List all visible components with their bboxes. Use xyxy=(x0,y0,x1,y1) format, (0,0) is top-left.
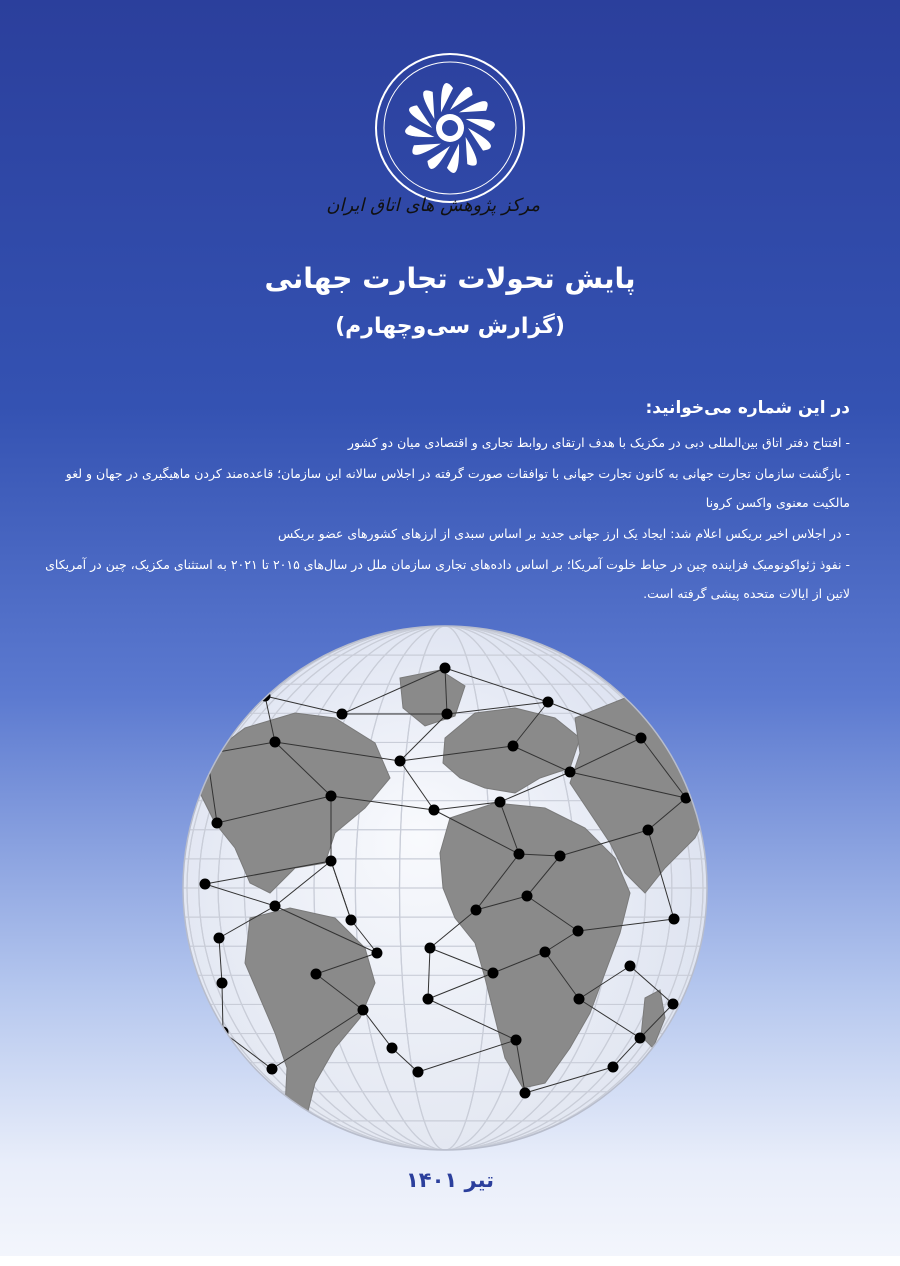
network-node xyxy=(423,994,434,1005)
network-node xyxy=(413,1067,424,1078)
network-node xyxy=(520,1088,531,1099)
logo-petal xyxy=(409,105,432,128)
network-node xyxy=(270,737,281,748)
network-node xyxy=(511,1035,522,1046)
network-node xyxy=(514,849,525,860)
logo-petal xyxy=(423,90,434,119)
logo-petal xyxy=(450,87,473,110)
contents-list xyxy=(44,428,850,608)
publication-date: تیر ۱۴۰۱ xyxy=(405,1168,495,1192)
network-node xyxy=(442,709,453,720)
network-node xyxy=(270,901,281,912)
network-node xyxy=(668,999,679,1010)
network-node xyxy=(395,756,406,767)
network-node xyxy=(337,709,348,720)
network-node xyxy=(214,933,225,944)
logo-petal xyxy=(466,137,477,166)
network-node xyxy=(440,663,451,674)
network-node xyxy=(326,791,337,802)
network-node xyxy=(643,825,654,836)
network-node xyxy=(202,749,213,760)
report-title: پایش تحولات تجارت جهانی xyxy=(264,262,636,295)
network-node xyxy=(573,926,584,937)
footer-strip xyxy=(0,1256,900,1266)
network-node xyxy=(540,947,551,958)
network-node xyxy=(508,741,519,752)
network-node xyxy=(425,943,436,954)
network-node xyxy=(669,914,680,925)
network-node xyxy=(636,733,647,744)
contents-item: - نفوذ ژئواکونومیک فزاینده چین در حیاط خلوت آمریکا؛ بر اساس داده‌های تجاری سازمان ملل در سال‌های ۲۰۱۵ تا ۲۰۲۱ به استثنای مکزیک، چین در آمریکای لاتین از ایالات متحده پیشی گرفته است. xyxy=(45,557,850,601)
logo-petal xyxy=(468,128,491,151)
globe-network-illustration xyxy=(175,618,715,1158)
report-subtitle: (گزارش سی‌وچهارم) xyxy=(335,314,565,339)
network-node xyxy=(267,1064,278,1075)
network-node xyxy=(522,891,533,902)
logo-petal xyxy=(412,144,441,155)
contents-section xyxy=(44,398,850,610)
network-node xyxy=(311,969,322,980)
network-node xyxy=(565,767,576,778)
network-node xyxy=(212,818,223,829)
logo-petal xyxy=(427,146,450,169)
network-node xyxy=(495,797,506,808)
logo-text: مرکز پژوهش های اتاق ایران xyxy=(326,195,540,216)
contents-item: - در اجلاس اخیر بریکس اعلام شد: ایجاد یک ارز جهانی جدید بر اساس سبدی از ارزهای کشورهای عضو بریکس xyxy=(277,526,850,541)
network-node xyxy=(260,691,271,702)
network-node xyxy=(217,978,228,989)
network-node xyxy=(543,697,554,708)
network-node xyxy=(488,968,499,979)
network-node xyxy=(372,948,383,959)
contents-heading: در این شماره می‌خوانید: xyxy=(645,398,850,418)
contents-item: - افتتاح دفتر اتاق بین‌المللی دبی در مکزیک با هدف ارتقای روابط تجاری و اقتصادی میان دو کشور xyxy=(347,435,850,450)
network-node xyxy=(358,1005,369,1016)
network-node xyxy=(555,851,566,862)
network-node xyxy=(387,1043,398,1054)
network-node xyxy=(608,1062,619,1073)
network-node xyxy=(574,994,585,1005)
network-node xyxy=(200,879,211,890)
logo-petal xyxy=(459,101,488,112)
network-node xyxy=(471,905,482,916)
network-node xyxy=(326,856,337,867)
network-node xyxy=(346,915,357,926)
contents-item: - بازگشت سازمان تجارت جهانی به کانون تجارت جهانی با توافقات صورت گرفته در اجلاس سالانه این سازمان؛ قاعده‌مند کردن ماهیگیری در جهان و لغو مالکیت معنوی واکسن کرونا xyxy=(65,466,850,510)
network-node xyxy=(625,961,636,972)
network-node xyxy=(635,1033,646,1044)
network-node xyxy=(429,805,440,816)
